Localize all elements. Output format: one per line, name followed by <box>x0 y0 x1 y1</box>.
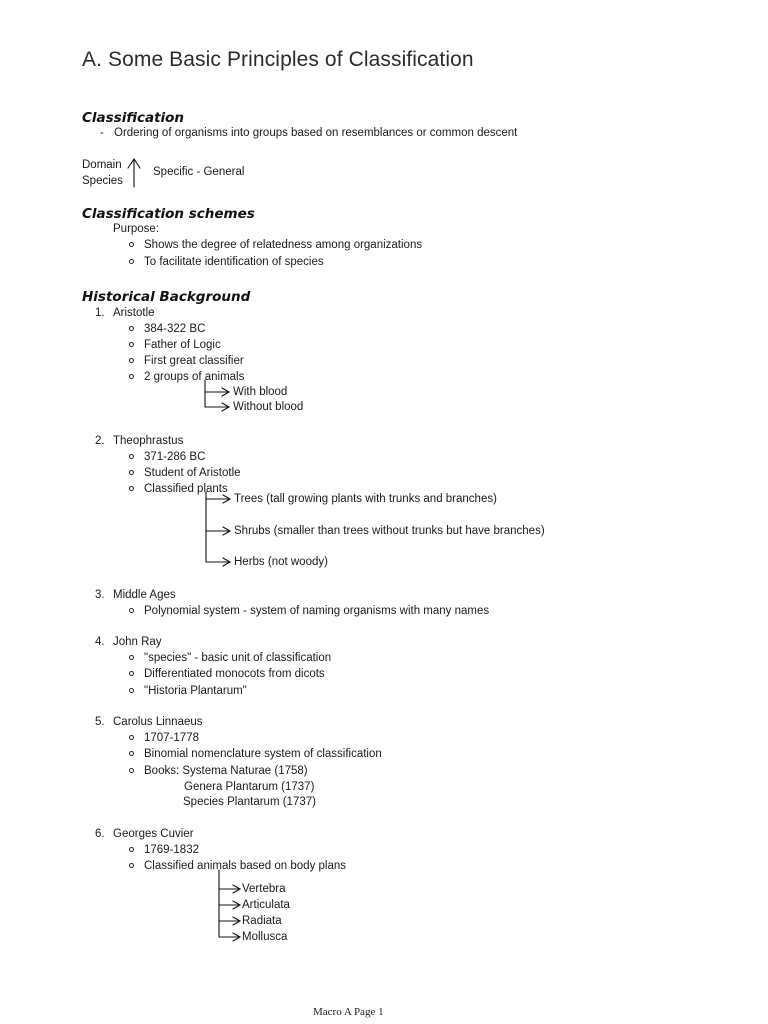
bullet-icon <box>129 342 134 347</box>
list-item: 1769-1832 <box>144 844 199 856</box>
list-item: Books: Systema Naturae (1758) <box>144 765 308 777</box>
purpose-item: To facilitate identification of species <box>144 256 324 268</box>
branch-arrow-icon <box>219 870 240 941</box>
list-item: Polynomial system - system of naming organisms with many names <box>144 605 490 617</box>
list-item: Father of Logic <box>144 339 221 351</box>
list-item: Classified plants <box>144 483 228 495</box>
person-name-aristotle: Aristotle <box>113 307 155 319</box>
up-arrow-icon <box>128 159 140 187</box>
list-item: 371-286 BC <box>144 451 206 463</box>
person-name-john-ray: John Ray <box>113 636 162 648</box>
branch-item: Vertebra <box>242 883 286 895</box>
bullet-icon <box>129 454 134 459</box>
branch-item: Shrubs (smaller than trees without trunks but have branches) <box>234 525 545 537</box>
scale-top-label: Domain <box>82 159 122 171</box>
branch-item: Mollusca <box>242 931 288 943</box>
bullet-icon <box>129 374 134 379</box>
branch-item: Without blood <box>233 401 304 413</box>
bullet-icon <box>129 847 134 852</box>
list-number: 6. <box>95 828 105 840</box>
list-item: 384-322 BC <box>144 323 206 335</box>
list-number: 2. <box>95 435 105 447</box>
list-item: Differentiated monocots from dicots <box>144 668 325 680</box>
section-heading-classification: Classification <box>82 110 185 126</box>
purpose-label: Purpose: <box>113 223 160 235</box>
person-name-middle-ages: Middle Ages <box>113 589 176 601</box>
person-name-linnaeus: Carolus Linnaeus <box>113 716 203 728</box>
bullet-icon <box>129 751 134 756</box>
bullet-icon <box>129 242 134 247</box>
list-item: "Historia Plantarum" <box>144 685 247 697</box>
bullet-icon <box>129 608 134 613</box>
branch-item: Herbs (not woody) <box>234 556 328 568</box>
list-item: Classified animals based on body plans <box>144 860 347 872</box>
bullet-icon <box>129 863 134 868</box>
list-number: 3. <box>95 589 105 601</box>
bullet-icon <box>129 259 134 264</box>
list-number: 5. <box>95 716 105 728</box>
branch-item: Trees (tall growing plants with trunks and branches) <box>234 493 497 505</box>
bullet-icon <box>129 358 134 363</box>
section-heading-schemes: Classification schemes <box>82 206 255 222</box>
book-item: Genera Plantarum (1737) <box>184 781 315 793</box>
branch-item: Articulata <box>242 899 290 911</box>
bullet-icon <box>129 655 134 660</box>
bullet-icon <box>129 671 134 676</box>
list-item: "species" - basic unit of classification <box>144 652 332 664</box>
scale-bottom-label: Species <box>82 175 123 187</box>
bullet-icon <box>129 326 134 331</box>
bullet-icon <box>129 735 134 740</box>
definition-dash: - <box>100 127 104 139</box>
list-item: Student of Aristotle <box>144 467 241 479</box>
purpose-item: Shows the degree of relatedness among organizations <box>144 239 423 251</box>
list-item: 2 groups of animals <box>144 371 245 383</box>
list-item: First great classifier <box>144 355 244 367</box>
person-name-theophrastus: Theophrastus <box>113 435 184 447</box>
branch-item: With blood <box>233 386 288 398</box>
branch-arrow-icon <box>206 492 230 566</box>
branch-arrow-icon <box>205 380 229 411</box>
list-number: 1. <box>95 307 105 319</box>
branch-item: Radiata <box>242 915 282 927</box>
page-title: A. Some Basic Principles of Classification <box>82 48 474 71</box>
scale-direction-label: Specific - General <box>153 166 245 178</box>
bullet-icon <box>129 470 134 475</box>
bullet-icon <box>129 688 134 693</box>
list-number: 4. <box>95 636 105 648</box>
bullet-icon <box>129 486 134 491</box>
page-footer: Macro A Page 1 <box>313 1006 384 1018</box>
book-item: Species Plantarum (1737) <box>183 796 316 808</box>
section-heading-history: Historical Background <box>82 289 251 305</box>
classification-definition: Ordering of organisms into groups based on resemblances or common descent <box>114 127 518 139</box>
list-item: Binomial nomenclature system of classification <box>144 748 382 760</box>
person-name-cuvier: Georges Cuvier <box>113 828 194 840</box>
bullet-icon <box>129 768 134 773</box>
list-item: 1707-1778 <box>144 732 199 744</box>
